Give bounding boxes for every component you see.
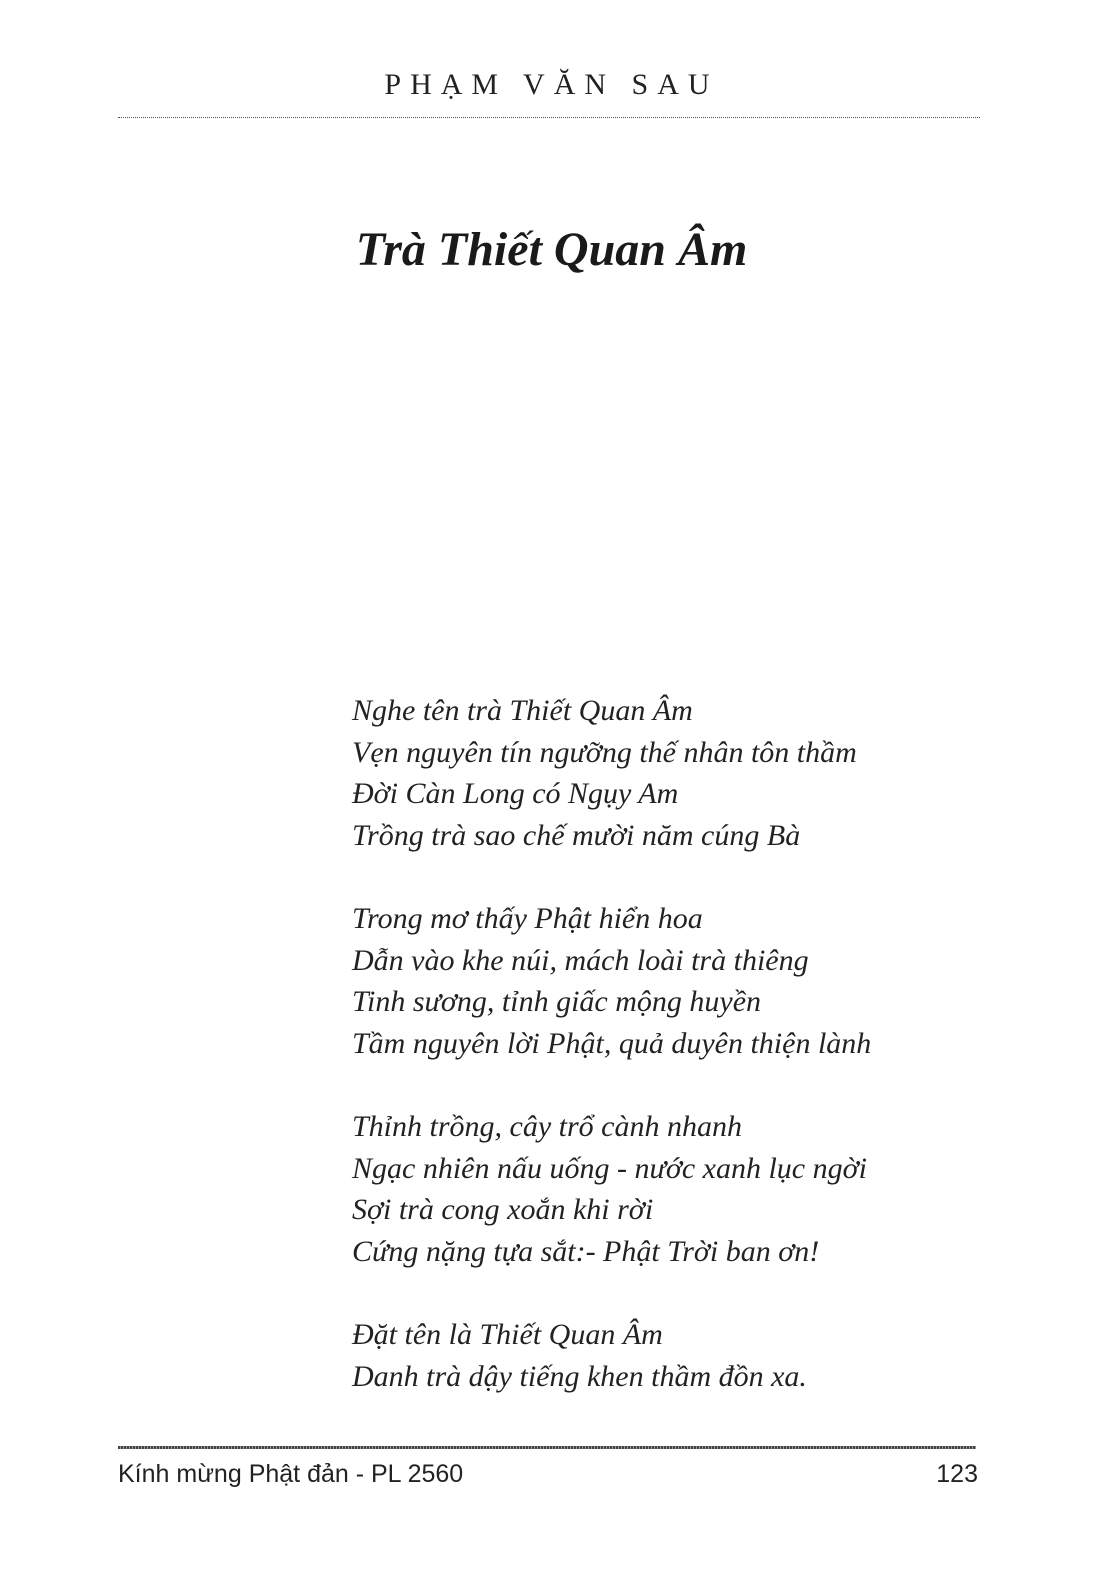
running-footer-text: Kính mừng Phật đản - PL 2560 bbox=[118, 1460, 464, 1488]
footer-divider bbox=[118, 1446, 976, 1449]
running-header-author: PHẠM VĂN SAU bbox=[384, 68, 719, 101]
poem-line: Trồng trà sao chế mười năm cúng Bà bbox=[352, 818, 801, 852]
poem-stanza-4 bbox=[352, 1314, 992, 1397]
poem-line: Tầm nguyên lời Phật, quả duyên thiện lành bbox=[352, 1026, 872, 1060]
poem-line: Danh trà dậy tiếng khen thầm đồn xa. bbox=[352, 1359, 807, 1393]
poem-line: Ngạc nhiên nấu uống - nước xanh lục ngời bbox=[352, 1151, 867, 1185]
poem-line: Thỉnh trồng, cây trổ cành nhanh bbox=[352, 1110, 742, 1143]
poem-line: Trong mơ thấy Phật hiển hoa bbox=[352, 902, 703, 935]
header-divider bbox=[118, 117, 980, 118]
poem-body bbox=[352, 690, 992, 1397]
page-number: 123 bbox=[936, 1460, 978, 1488]
poem-line: Cứng nặng tựa sắt:- Phật Trời ban ơn! bbox=[352, 1234, 820, 1268]
poem-stanza-2 bbox=[352, 898, 992, 1064]
poem-line: Dẫn vào khe núi, mách loài trà thiêng bbox=[352, 943, 809, 977]
poem-title: Trà Thiết Quan Âm bbox=[355, 223, 748, 276]
poem-line: Vẹn nguyên tín ngưỡng thế nhân tôn thầm bbox=[352, 735, 857, 769]
poem-stanza-3 bbox=[352, 1106, 992, 1272]
poem-line: Sợi trà cong xoắn khi rời bbox=[352, 1193, 654, 1226]
poem-line: Đặt tên là Thiết Quan Âm bbox=[352, 1318, 663, 1351]
poem-line: Tinh sương, tỉnh giấc mộng huyền bbox=[352, 985, 762, 1018]
poem-line: Đời Càn Long có Ngụy Am bbox=[352, 777, 679, 810]
poem-stanza-1 bbox=[352, 690, 992, 856]
poem-line: Nghe tên trà Thiết Quan Âm bbox=[352, 694, 693, 727]
